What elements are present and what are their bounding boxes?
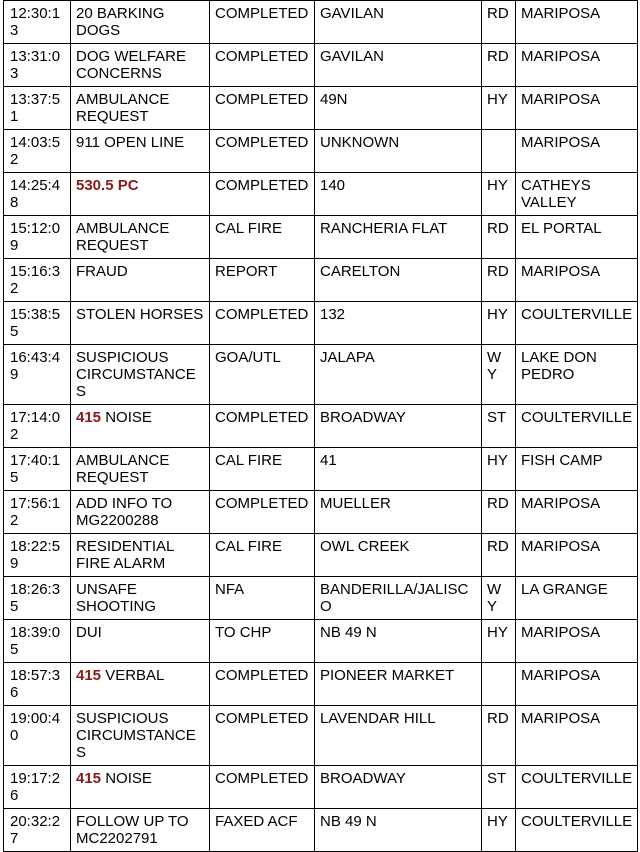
table-row	[4, 577, 638, 620]
location-cell: 132	[315, 302, 482, 345]
city-cell: MARIPOSA	[516, 663, 638, 706]
disposition-cell: FAXED ACF	[210, 809, 315, 852]
call-type-text: 911 OPEN LINE	[76, 134, 185, 151]
city-cell: COULTERVILLE	[516, 302, 638, 345]
table-row	[4, 706, 638, 766]
penal-code: 415	[76, 667, 102, 684]
table-row	[4, 534, 638, 577]
table-row	[4, 448, 638, 491]
call-type-text: FOLLOW UP TO MC2202791	[76, 813, 193, 847]
location-cell: PIONEER MARKET	[315, 663, 482, 706]
table-row	[4, 259, 638, 302]
disposition-cell: NFA	[210, 577, 315, 620]
table-row	[4, 302, 638, 345]
street-suffix-cell: HY	[482, 87, 516, 130]
penal-code: 415	[76, 409, 102, 426]
street-suffix-cell: HY	[482, 620, 516, 663]
location-cell: 41	[315, 448, 482, 491]
disposition-cell: GOA/UTL	[210, 345, 315, 405]
table-row	[4, 663, 638, 706]
time-cell: 18:22:59	[4, 534, 71, 577]
call-type-cell	[71, 620, 210, 663]
time-cell: 13:31:03	[4, 44, 71, 87]
call-type-cell	[71, 216, 210, 259]
city-cell: MARIPOSA	[516, 259, 638, 302]
table-row	[4, 44, 638, 87]
call-type-cell	[71, 766, 210, 809]
location-cell: 140	[315, 173, 482, 216]
city-cell: MARIPOSA	[516, 87, 638, 130]
call-type-text: VERBAL	[101, 667, 165, 684]
time-cell: 19:17:26	[4, 766, 71, 809]
table-row	[4, 491, 638, 534]
call-type-cell	[71, 87, 210, 130]
call-log-table	[3, 0, 638, 852]
call-type-text: RESIDENTIAL FIRE ALARM	[76, 538, 178, 572]
table-row	[4, 809, 638, 852]
city-cell: EL PORTAL	[516, 216, 638, 259]
time-cell: 15:16:32	[4, 259, 71, 302]
disposition-cell: COMPLETED	[210, 663, 315, 706]
call-type-text: UNSAFE SHOOTING	[76, 581, 157, 615]
location-cell: MUELLER	[315, 491, 482, 534]
location-cell: GAVILAN	[315, 1, 482, 44]
location-cell: JALAPA	[315, 345, 482, 405]
disposition-cell: CAL FIRE	[210, 448, 315, 491]
city-cell: MARIPOSA	[516, 44, 638, 87]
call-type-cell	[71, 491, 210, 534]
time-cell: 12:30:13	[4, 1, 71, 44]
call-type-cell	[71, 44, 210, 87]
city-cell: FISH CAMP	[516, 448, 638, 491]
city-cell: MARIPOSA	[516, 1, 638, 44]
table-row	[4, 405, 638, 448]
city-cell: MARIPOSA	[516, 706, 638, 766]
time-cell: 18:57:36	[4, 663, 71, 706]
call-type-cell	[71, 345, 210, 405]
time-cell: 19:00:40	[4, 706, 71, 766]
time-cell: 17:56:12	[4, 491, 71, 534]
city-cell: MARIPOSA	[516, 130, 638, 173]
call-type-cell	[71, 534, 210, 577]
city-cell: LA GRANGE	[516, 577, 638, 620]
call-type-text: NOISE	[101, 409, 152, 426]
location-cell: CARELTON	[315, 259, 482, 302]
street-suffix-cell: HY	[482, 173, 516, 216]
time-cell: 14:25:48	[4, 173, 71, 216]
time-cell: 17:14:02	[4, 405, 71, 448]
street-suffix-cell: ST	[482, 405, 516, 448]
street-suffix-cell: RD	[482, 44, 516, 87]
street-suffix-cell: RD	[482, 216, 516, 259]
time-cell: 15:38:55	[4, 302, 71, 345]
location-cell: BROADWAY	[315, 766, 482, 809]
call-type-text: AMBULANCE REQUEST	[76, 220, 174, 254]
time-cell: 16:43:49	[4, 345, 71, 405]
time-cell: 15:12:09	[4, 216, 71, 259]
time-cell: 14:03:52	[4, 130, 71, 173]
call-type-cell	[71, 809, 210, 852]
street-suffix-cell: ST	[482, 766, 516, 809]
disposition-cell: COMPLETED	[210, 766, 315, 809]
disposition-cell: REPORT	[210, 259, 315, 302]
city-cell: COULTERVILLE	[516, 766, 638, 809]
table-row	[4, 130, 638, 173]
city-cell: CATHEYS VALLEY	[516, 173, 638, 216]
location-cell: GAVILAN	[315, 44, 482, 87]
call-type-cell	[71, 448, 210, 491]
call-type-cell	[71, 663, 210, 706]
street-suffix-cell: RD	[482, 706, 516, 766]
table-row	[4, 1, 638, 44]
location-cell: BROADWAY	[315, 405, 482, 448]
disposition-cell: COMPLETED	[210, 302, 315, 345]
street-suffix-cell: RD	[482, 491, 516, 534]
table-row	[4, 216, 638, 259]
location-cell: OWL CREEK	[315, 534, 482, 577]
call-type-text: ADD INFO TO MG2200288	[76, 495, 177, 529]
disposition-cell: COMPLETED	[210, 491, 315, 534]
disposition-cell: TO CHP	[210, 620, 315, 663]
disposition-cell: COMPLETED	[210, 405, 315, 448]
table-row	[4, 87, 638, 130]
street-suffix-cell	[482, 663, 516, 706]
call-type-cell	[71, 706, 210, 766]
call-type-text: DOG WELFARE CONCERNS	[76, 48, 191, 82]
street-suffix-cell: RD	[482, 1, 516, 44]
table-row	[4, 173, 638, 216]
time-cell: 17:40:15	[4, 448, 71, 491]
call-type-text: SUSPICIOUS CIRCUMSTANCES	[76, 710, 196, 761]
call-type-cell	[71, 577, 210, 620]
disposition-cell: COMPLETED	[210, 87, 315, 130]
call-type-cell	[71, 302, 210, 345]
disposition-cell: COMPLETED	[210, 173, 315, 216]
location-cell: BANDERILLA/JALISCO	[315, 577, 482, 620]
location-cell: LAVENDAR HILL	[315, 706, 482, 766]
call-log-body	[4, 1, 638, 852]
street-suffix-cell: HY	[482, 448, 516, 491]
table-row	[4, 345, 638, 405]
call-type-text: AMBULANCE REQUEST	[76, 91, 174, 125]
time-cell: 18:26:35	[4, 577, 71, 620]
table-row	[4, 766, 638, 809]
call-type-text: FRAUD	[76, 263, 128, 280]
call-type-cell	[71, 130, 210, 173]
table-row	[4, 620, 638, 663]
call-type-text: DUI	[76, 624, 102, 641]
city-cell: LAKE DON PEDRO	[516, 345, 638, 405]
time-cell: 13:37:51	[4, 87, 71, 130]
call-type-cell	[71, 405, 210, 448]
location-cell: UNKNOWN	[315, 130, 482, 173]
call-type-text: NOISE	[101, 770, 152, 787]
call-type-text: STOLEN HORSES	[76, 306, 204, 323]
disposition-cell: COMPLETED	[210, 44, 315, 87]
city-cell: COULTERVILLE	[516, 405, 638, 448]
disposition-cell: CAL FIRE	[210, 216, 315, 259]
location-cell: 49N	[315, 87, 482, 130]
call-type-cell	[71, 259, 210, 302]
time-cell: 18:39:05	[4, 620, 71, 663]
street-suffix-cell	[482, 130, 516, 173]
location-cell: NB 49 N	[315, 809, 482, 852]
city-cell: MARIPOSA	[516, 534, 638, 577]
city-cell: MARIPOSA	[516, 491, 638, 534]
time-cell: 20:32:27	[4, 809, 71, 852]
street-suffix-cell: WY	[482, 345, 516, 405]
disposition-cell: CAL FIRE	[210, 534, 315, 577]
call-type-text: AMBULANCE REQUEST	[76, 452, 174, 486]
penal-code: 415	[76, 770, 102, 787]
street-suffix-cell: HY	[482, 302, 516, 345]
street-suffix-cell: RD	[482, 534, 516, 577]
call-type-text: SUSPICIOUS CIRCUMSTANCES	[76, 349, 196, 400]
disposition-cell: COMPLETED	[210, 706, 315, 766]
street-suffix-cell: HY	[482, 809, 516, 852]
disposition-cell: COMPLETED	[210, 130, 315, 173]
street-suffix-cell: WY	[482, 577, 516, 620]
location-cell: NB 49 N	[315, 620, 482, 663]
location-cell: RANCHERIA FLAT	[315, 216, 482, 259]
call-type-cell	[71, 173, 210, 216]
city-cell: COULTERVILLE	[516, 809, 638, 852]
penal-code: 530.5 PC	[76, 177, 139, 194]
call-type-cell	[71, 1, 210, 44]
disposition-cell: COMPLETED	[210, 1, 315, 44]
call-type-text: 20 BARKING DOGS	[76, 5, 169, 39]
street-suffix-cell: RD	[482, 259, 516, 302]
city-cell: MARIPOSA	[516, 620, 638, 663]
